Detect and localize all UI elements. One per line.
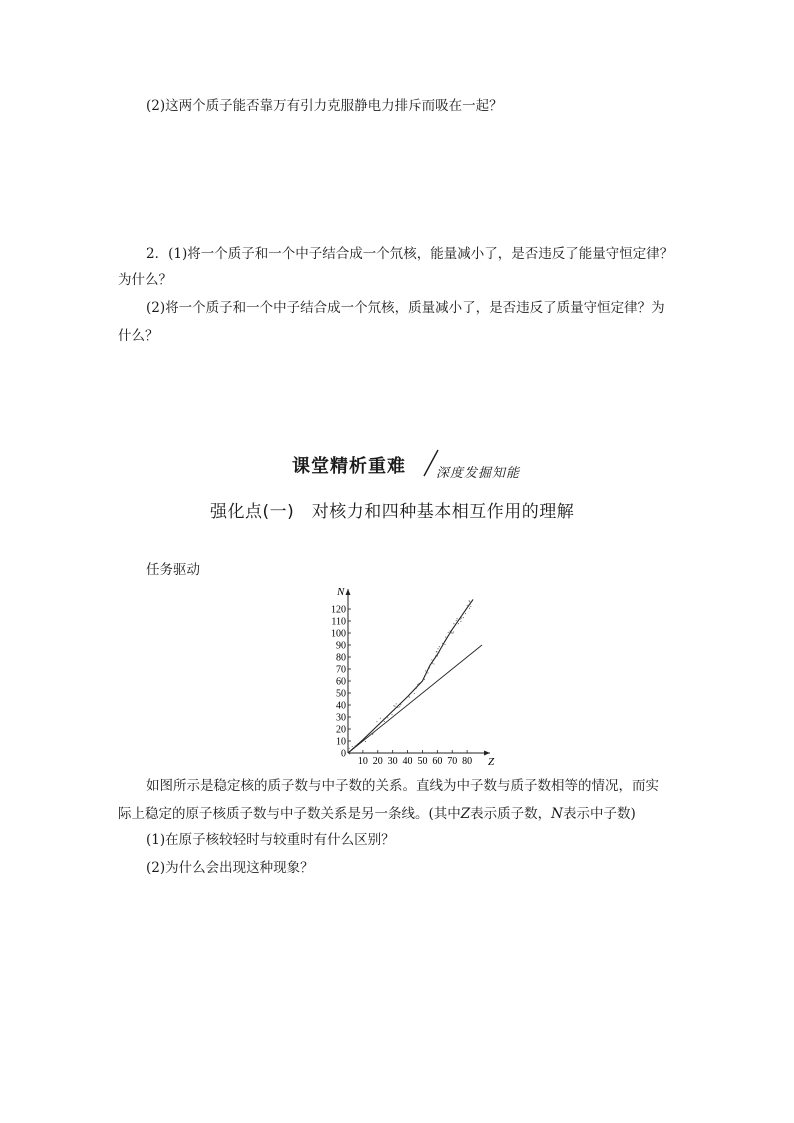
nuclide-dot — [414, 693, 415, 694]
nuclide-dot — [383, 718, 384, 719]
nuclide-dot — [425, 674, 426, 675]
nuclide-dot — [370, 735, 371, 736]
question-2-part-1-line-2: 为什么？ — [118, 272, 172, 288]
description-line-2 — [118, 804, 636, 824]
nuclide-dot — [427, 672, 428, 673]
x-tick-label: 40 — [402, 756, 413, 767]
x-tick-label: 30 — [387, 756, 398, 767]
y-tick-label: 40 — [336, 700, 346, 712]
nuclide-dot — [441, 647, 442, 648]
nuclide-dot — [371, 731, 372, 732]
y-axis-arrow — [346, 589, 351, 595]
nuclide-dot — [470, 606, 471, 607]
nuclide-dot — [467, 605, 468, 606]
nuclide-dot — [424, 679, 425, 680]
stability-chart — [322, 585, 502, 770]
nuclide-dot — [449, 630, 450, 631]
nuclide-dot — [391, 714, 392, 715]
nuclide-dot — [400, 704, 401, 705]
nuclide-dot — [432, 663, 433, 664]
nuclide-dot — [460, 621, 461, 622]
nuclide-dot — [444, 644, 445, 645]
y-tick-label: 90 — [336, 640, 346, 652]
y-tick-label: 110 — [331, 616, 346, 628]
nuclide-dot — [425, 670, 426, 671]
x-tick-label: 60 — [432, 756, 443, 767]
section-heading-subtitle: 深度发掘知能 — [436, 466, 521, 481]
nuclide-dot — [417, 684, 418, 685]
n-symbol: N — [551, 806, 563, 822]
description-text-c: 表示中子数) — [562, 806, 636, 822]
nuclide-dot — [445, 637, 446, 638]
x-tick-label: 70 — [447, 756, 458, 767]
equal-line — [348, 645, 482, 753]
task-label: 任务驱动 — [146, 562, 200, 578]
nuclide-dot — [396, 703, 397, 704]
nuclide-dot — [356, 746, 357, 747]
nuclide-dot — [438, 652, 439, 653]
question-2-part-1-line-1: 2．(1)将一个质子和一个中子结合成一个氘核，能量减小了，是否违反了能量守恒定律？ — [146, 246, 674, 262]
nuclide-dot — [460, 619, 461, 620]
stability-curve — [348, 599, 473, 753]
nuclide-dot — [449, 634, 450, 635]
nuclide-dot — [437, 648, 438, 649]
nuclide-dot — [408, 696, 409, 697]
nuclide-dot — [433, 663, 434, 664]
x-tick-label: 50 — [417, 756, 428, 767]
x-tick-label: 20 — [372, 756, 383, 767]
y-tick-label: 80 — [336, 652, 346, 664]
nuclide-dot — [469, 604, 470, 605]
question-1: (1)在原子核较轻时与较重时有什么区别？ — [146, 832, 395, 848]
nuclide-dot — [448, 632, 449, 633]
nuclide-dot — [465, 613, 466, 614]
description-line-1: 如图所示是稳定核的质子数与中子数的关系。直线为中子数与质子数相等的情况，而实 — [146, 778, 659, 794]
nuclide-dot — [439, 646, 440, 647]
description-text-b: 表示质子数， — [470, 806, 552, 822]
nuclide-dot — [397, 707, 398, 708]
y-tick-label: 20 — [336, 724, 346, 736]
y-tick-label: 100 — [331, 628, 346, 640]
nuclide-dot — [372, 734, 373, 735]
question-2-part-2-line-1: (2)将一个质子和一个中子结合成一个氘核，质量减小了，是否违反了质量守恒定律？为 — [146, 300, 665, 316]
y-tick-label: 120 — [331, 604, 346, 616]
nuclide-dot — [452, 633, 453, 634]
nuclide-dot — [461, 618, 462, 619]
nuclide-dot — [437, 655, 438, 656]
nuclide-dot — [372, 733, 373, 734]
nuclide-dot — [379, 724, 380, 725]
nuclide-dot — [349, 753, 350, 754]
nuclide-dot — [418, 683, 419, 684]
description-text-a: 际上稳定的原子核质子数与中子数关系是另一条线。(其中 — [118, 806, 461, 822]
nuclide-dot — [463, 617, 464, 618]
x-axis-label: Z — [488, 756, 495, 768]
x-tick-label: 80 — [462, 756, 473, 767]
x-tick-label: 10 — [357, 756, 368, 767]
nuclide-dot — [394, 706, 395, 707]
nuclide-dot — [435, 655, 436, 656]
section-heading: 课堂精析重难 — [292, 456, 406, 477]
y-tick-label: 50 — [336, 688, 346, 700]
question-1-part-2: (2)这两个质子能否靠万有引力克服静电力排斥而吸在一起？ — [146, 98, 503, 114]
nuclide-dot — [469, 608, 470, 609]
nuclide-dot — [384, 721, 385, 722]
question-2: (2)为什么会出现这种现象？ — [146, 860, 314, 876]
nuclide-dot — [429, 667, 430, 668]
nuclide-dot — [442, 643, 443, 644]
nuclide-dot — [393, 705, 394, 706]
nuclide-dot — [431, 659, 432, 660]
nuclide-dot — [354, 747, 355, 748]
nuclide-dot — [469, 600, 470, 601]
nuclide-dot — [409, 697, 410, 698]
nuclide-dot — [416, 688, 417, 689]
y-tick-label: 10 — [336, 736, 346, 748]
nuclide-dot — [349, 748, 350, 749]
y-axis-label: N — [337, 586, 345, 598]
nuclide-dot — [380, 718, 381, 719]
y-tick-label: 30 — [336, 712, 346, 724]
nuclide-dot — [387, 717, 388, 718]
nuclide-dot — [355, 745, 356, 746]
nuclide-dot — [458, 623, 459, 624]
subsection-title: 强化点(一) 对核力和四种基本相互作用的理解 — [210, 502, 575, 522]
nuclide-dot — [456, 620, 457, 621]
nuclide-dot — [352, 746, 353, 747]
nuclide-dot — [436, 651, 437, 652]
nuclide-dot — [457, 618, 458, 619]
nuclide-dot — [399, 706, 400, 707]
x-axis-arrow — [484, 751, 490, 756]
y-tick-label: 60 — [336, 676, 346, 688]
nuclide-dot — [453, 623, 454, 624]
nuclide-dot — [365, 741, 366, 742]
nuclide-dot — [469, 601, 470, 602]
y-tick-label: 0 — [341, 748, 346, 760]
y-tick-label: 70 — [336, 664, 346, 676]
nuclide-dot — [453, 631, 454, 632]
nuclide-dot — [451, 632, 452, 633]
z-symbol: Z — [460, 806, 471, 822]
nuclide-dot — [461, 615, 462, 616]
question-2-part-2-line-2: 什么？ — [118, 328, 159, 344]
nuclide-dot — [376, 721, 377, 722]
